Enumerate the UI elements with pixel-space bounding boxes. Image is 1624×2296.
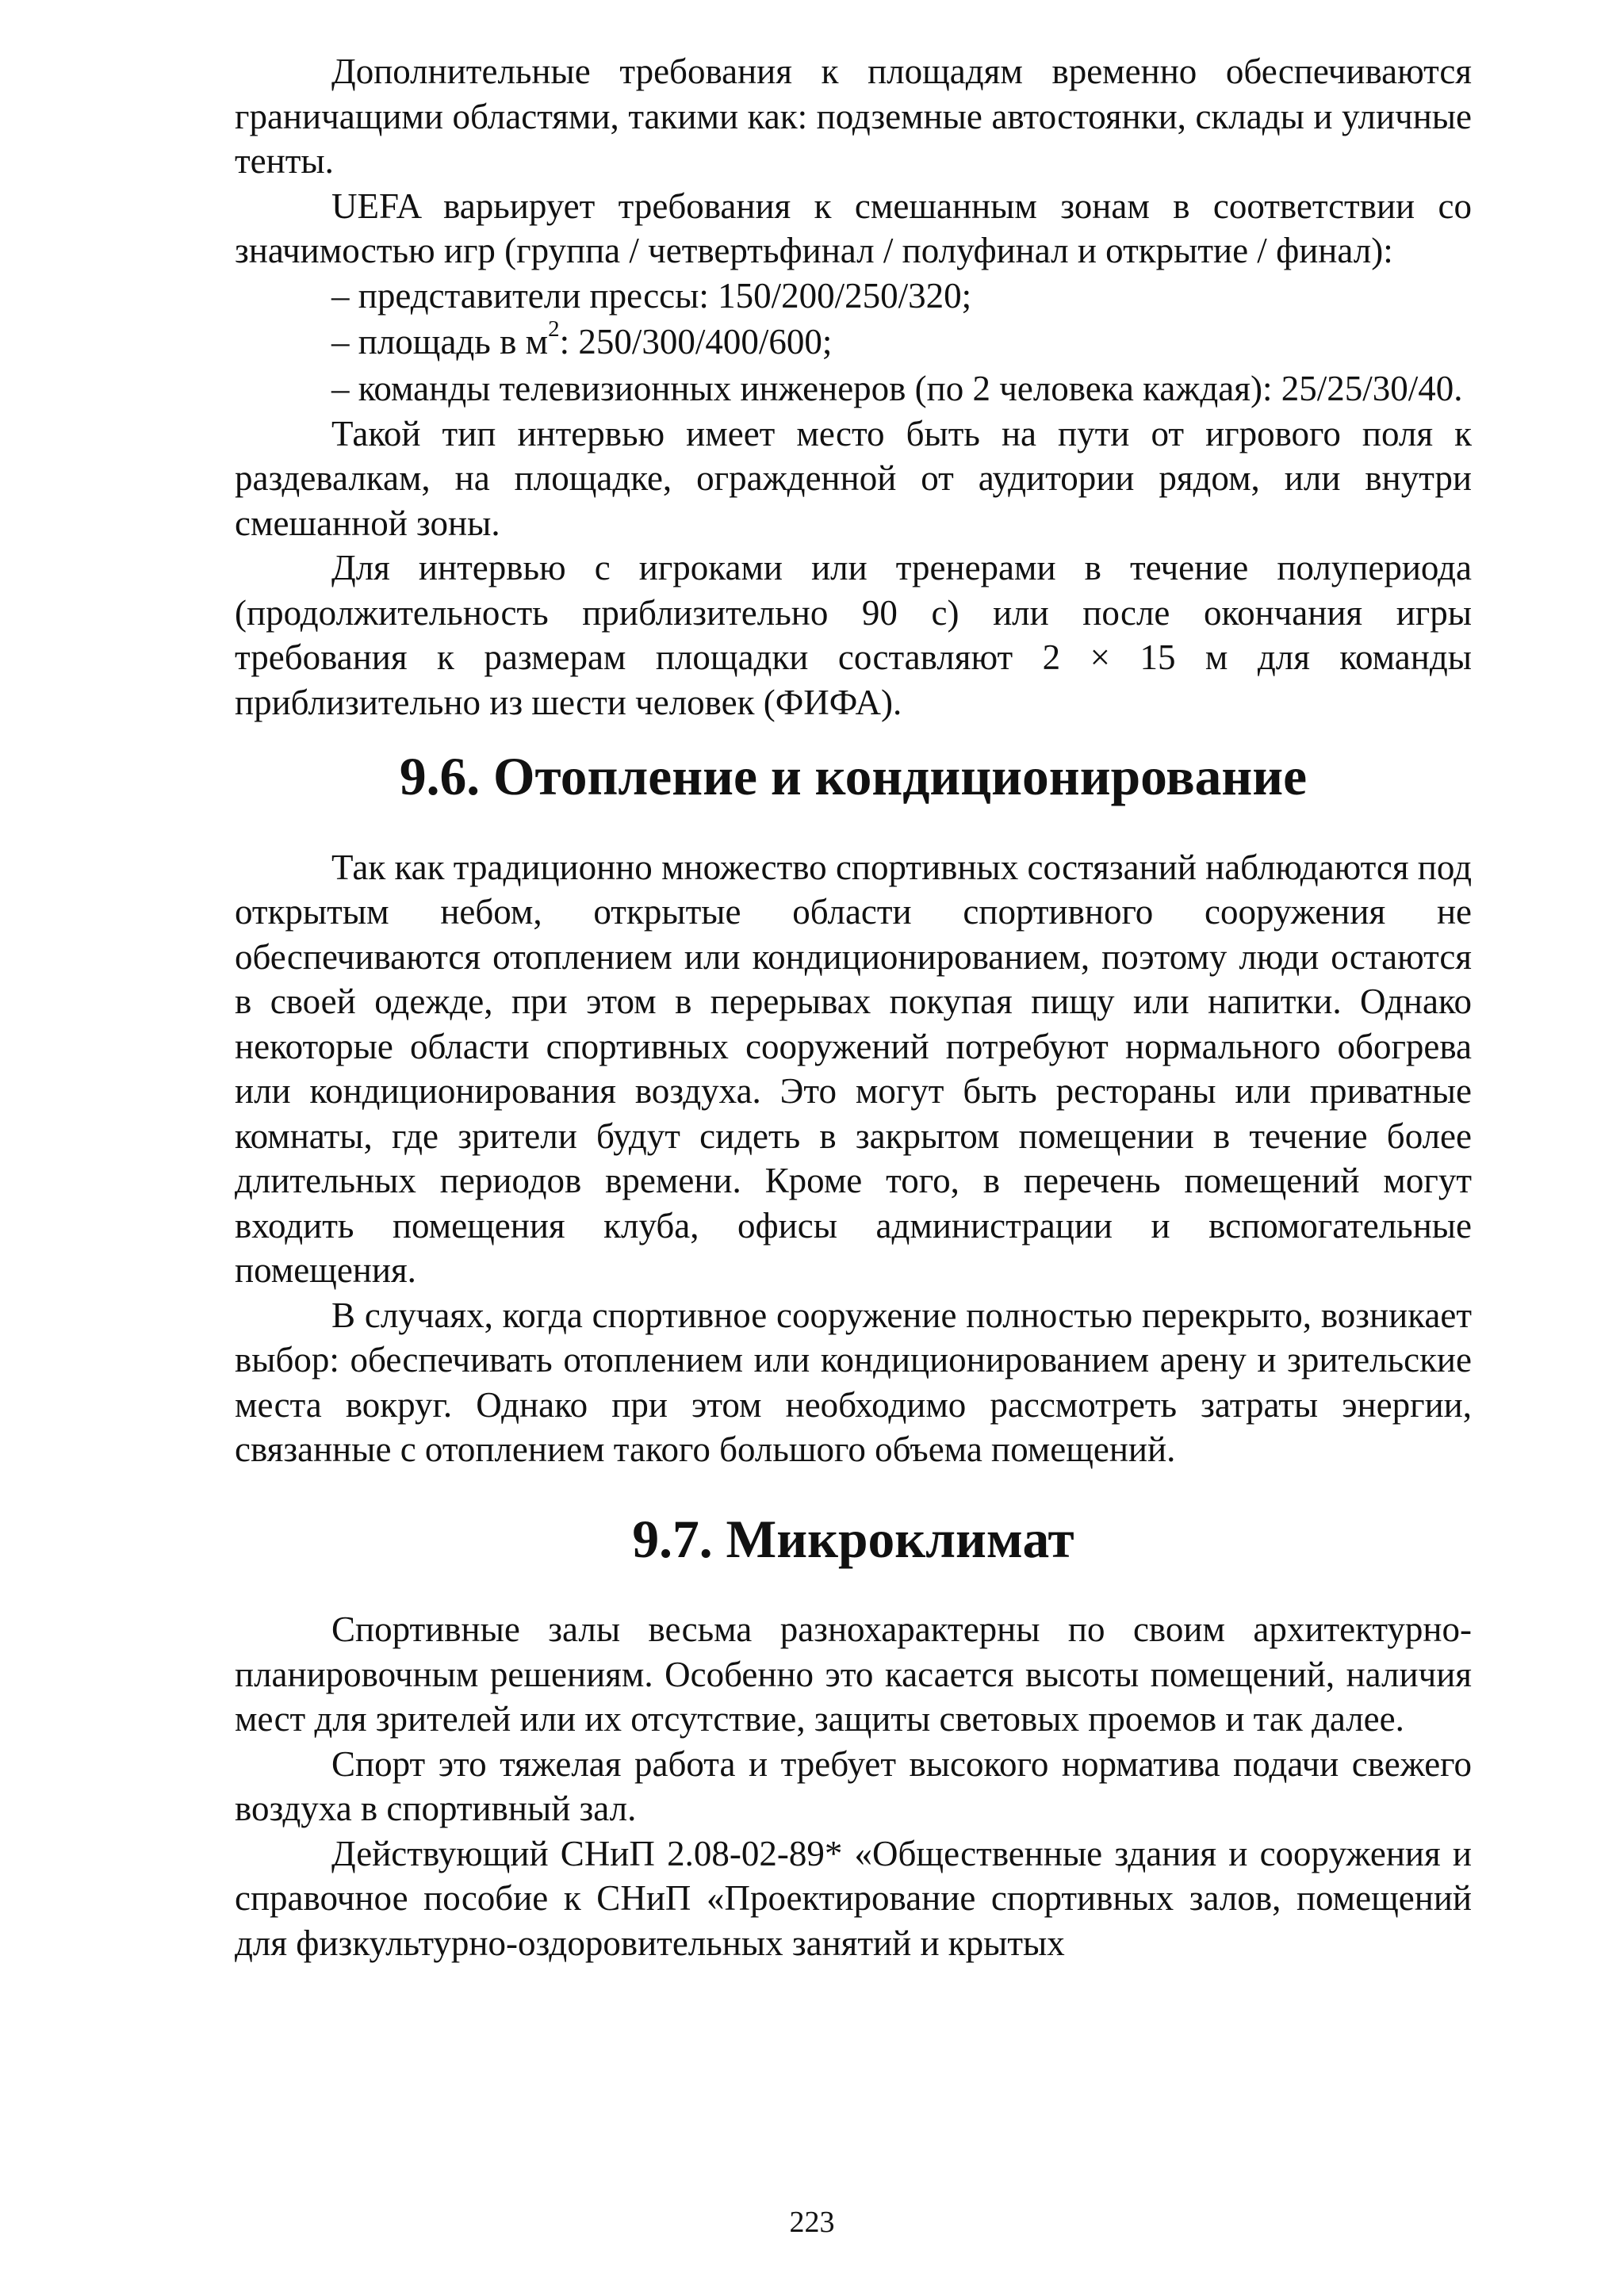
list-item-tv-engineers: – команды телевизионных инженеров (по 2 человека каждая): 25/25/30/40. — [331, 369, 1463, 408]
list-item-area — [235, 318, 1472, 366]
paragraph-fresh-air: Спорт это тяжелая работа и требует высокого норматива подачи свежего воздуха в спортивный зал. — [235, 1743, 1472, 1828]
paragraph-additional-areas: Дополнительные требования к площадям временно обеспечиваются граничащими областями, такими как: подземные автостоянки, склады и уличные тенты. — [235, 52, 1472, 181]
paragraph-heating-covered: В случаях, когда спортивное сооружение полностью перекрыто, возникает выбор: обеспечивать отоплением или кондиционированием арену и зрительские места вокруг. Однако при этом необходимо рассмотреть затраты энергии, связанные с отоплением такого большого объема помещений. — [235, 1295, 1472, 1469]
paragraph-snip: Действующий СНиП 2.08-02-89* «Общественные здания и сооружения и справочное пособие к СНиП «Проектирование спортивных залов, помещений для физкультурно-оздоровительных занятий и крытых — [235, 1833, 1472, 1963]
superscript-square: 2 — [548, 316, 560, 342]
section-heading-microclimate: 9.7. Микроклимат — [632, 1509, 1074, 1569]
list-item-area-values: : 250/300/400/600; — [559, 322, 833, 362]
paragraph-heating-open-air: Так как традиционно множество спортивных состязаний наблюдаются под открытым небом, открытые области спортивного сооружения не обеспечиваются отоплением или кондиционированием, поэтому люди остаются в своей одежде, при этом в перерывах покупая пищу или напитки. Однако некоторые области спортивных сооружений потребуют нормального обогрева или кондиционирования воздуха. Это могут быть рестораны или приватные комнаты, где зрители будут сидеть в закрытом помещении в течение более длительных периодов времени. Кроме того, в перечень помещений могут входить помещения клуба, офисы администрации и вспомогательные помещения. — [235, 847, 1472, 1290]
page-number: 223 — [789, 2206, 835, 2239]
list-item-press: – представители прессы: 150/200/250/320; — [331, 275, 972, 316]
paragraph-sports-halls: Спортивные залы весьма разнохарактерны по своим архитектурно-планировочным решениям. Особенно это касается высоты помещений, наличия мест для зрителей или их отсутствие, защиты световых проемов и так далее. — [235, 1609, 1472, 1739]
paragraph-interview-location: Такой тип интервью имеет место быть на пути от игрового поля к раздевалкам, на площадке, огражденной от аудитории рядом, или внутри смешанной зоны. — [235, 413, 1472, 543]
document-page — [235, 49, 1472, 1965]
list-item-area-text: – площадь в м — [331, 322, 549, 362]
paragraph-interview-area-size: Для интервью с игроками или тренерами в течение полупериода (продолжительность приблизительно 90 с) или после окончания игры требования к размерам площадки составляют 2 × 15 м для команды приблизительно из шести человек (ФИФА). — [235, 548, 1472, 722]
uefa-requirements-list — [235, 274, 1472, 411]
paragraph-uefa-mixed-zones: UEFA варьирует требования к смешанным зонам в соответствии со значимостью игр (группа / четвертьфинал / полуфинал и открытие / финал): — [235, 186, 1472, 270]
section-heading-heating: 9.6. Отопление и кондиционирование — [399, 747, 1308, 806]
